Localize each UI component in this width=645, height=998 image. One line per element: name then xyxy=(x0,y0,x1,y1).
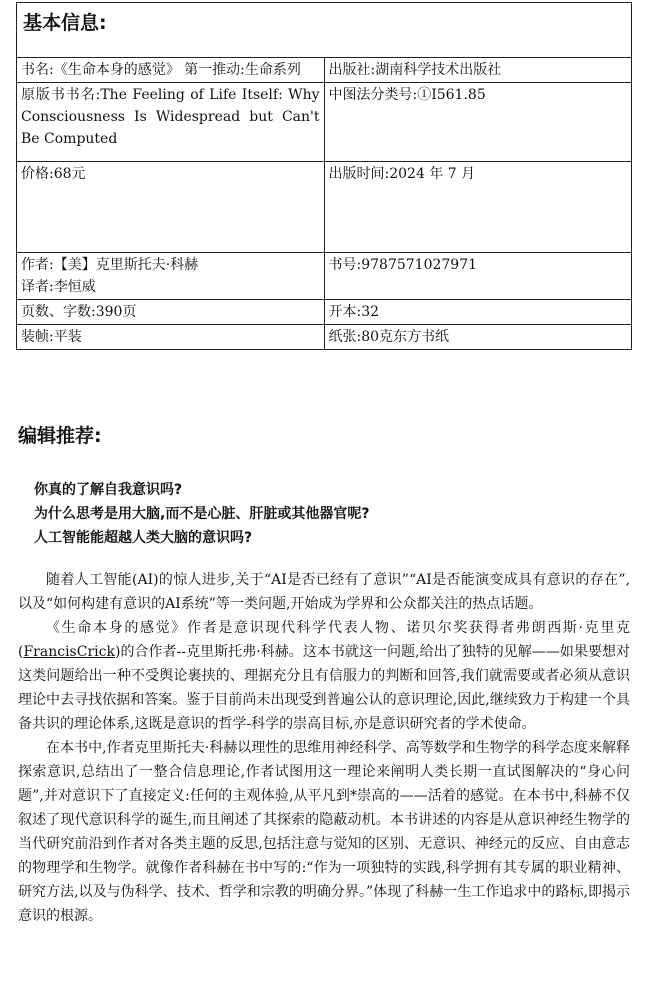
binding-cell: 装帧:平装 xyxy=(17,325,325,350)
author-name: 作者:【美】克里斯托夫·科赫 xyxy=(21,257,199,273)
pages-cell: 页数、字数:390页 xyxy=(17,300,325,325)
clc-number-cell: 中图法分类号:①I561.85 xyxy=(324,83,632,162)
question-item: 人工智能能超越人类大脑的意识吗? xyxy=(34,530,253,546)
book-title-cell: 书名:《生命本身的感觉》 第一推动:生命系列 xyxy=(17,58,325,83)
paragraph-2 xyxy=(18,616,630,736)
recommendation-title: 编辑推荐: xyxy=(18,425,102,447)
translator-name: 译者:李恒威 xyxy=(21,279,96,295)
question-list xyxy=(34,478,369,550)
publisher-cell: 出版社:湖南科学技术出版社 xyxy=(324,58,632,83)
price-cell: 价格:68元 xyxy=(17,162,325,253)
question-item: 你真的了解自我意识吗? xyxy=(34,482,183,498)
question-item: 为什么思考是用大脑,而不是心脏、肝脏或其他器官呢? xyxy=(34,506,370,522)
paragraph-2-start: 《生命本身的感觉》作者是意识现代科学代表人物、诺贝尔奖获得者弗朗西斯·克里克( xyxy=(18,620,630,660)
paper-cell: 纸张:80克东方书纸 xyxy=(324,325,632,350)
paragraph-3: 在本书中,作者克里斯托夫·科赫以理性的思维用神经科学、高等数学和生物学的科学态度来解释探索意识,总结出了一整合信息理论,作者试图用这一理论来阐明人类长期一直试图解决的“身心问题”,并对意识下了直接定义:任何的主观体验,从平凡到*崇高的——活着的感觉。在本书中,科赫不仅叙述了现代意识科学的诞生,而且阐述了其探索的隐蔽动机。本书讲述的内容是从意识神经生物学的当代研究前沿到作者对各类主题的反思,包括注意与觉知的区别、无意识、神经元的反应、自由意志的物理学和生物学。就像作者科赫在书中写的:“作为一项独特的实践,科学拥有其专属的职业精神、研究方法,以及与伪科学、技术、哲学和宗教的明确分界。”体现了科赫一生工作追求中的路标,即揭示意识的根源。 xyxy=(18,740,630,924)
format-cell: 开本:32 xyxy=(324,300,632,325)
recommendation-body xyxy=(18,568,630,928)
original-title-cell: 原版书书名:The Feeling of Life Itself: Why Consciousness Is Widespread but Can't Be Computed xyxy=(17,83,325,162)
basic-info-table xyxy=(16,2,632,350)
paragraph-2-end: )的合作者--克里斯托弗·科赫。这本书就这一问题,给出了独特的见解——如果要想对这类问题给出一种不受舆论裹挟的、理据充分且有信服力的判断和回答,我们就需要或者必须从意识理论中去寻找依据和答案。鉴于目前尚未出现受到普遍公认的意识理论,因此,继续致力于构建一个具备共识的理论体系,这既是意识的哲学-科学的崇高目标,亦是意识研究者的学术使命。 xyxy=(18,644,630,732)
author-cell xyxy=(17,253,325,300)
francis-crick-link[interactable]: FrancisCrick xyxy=(23,644,115,660)
basic-info-header-cell xyxy=(17,3,632,58)
basic-info-header: 基本信息: xyxy=(23,12,107,34)
publish-date-cell: 出版时间:2024 年 7 月 xyxy=(324,162,632,253)
paragraph-1: 随着人工智能(AI)的惊人进步,关于“AI是否已经有了意识”“AI是否能演变成具有意识的存在”,以及“如何构建有意识的AI系统”等一类问题,开始成为学界和公众都关注的热点话题。 xyxy=(18,572,630,612)
isbn-cell: 书号:9787571027971 xyxy=(324,253,632,300)
